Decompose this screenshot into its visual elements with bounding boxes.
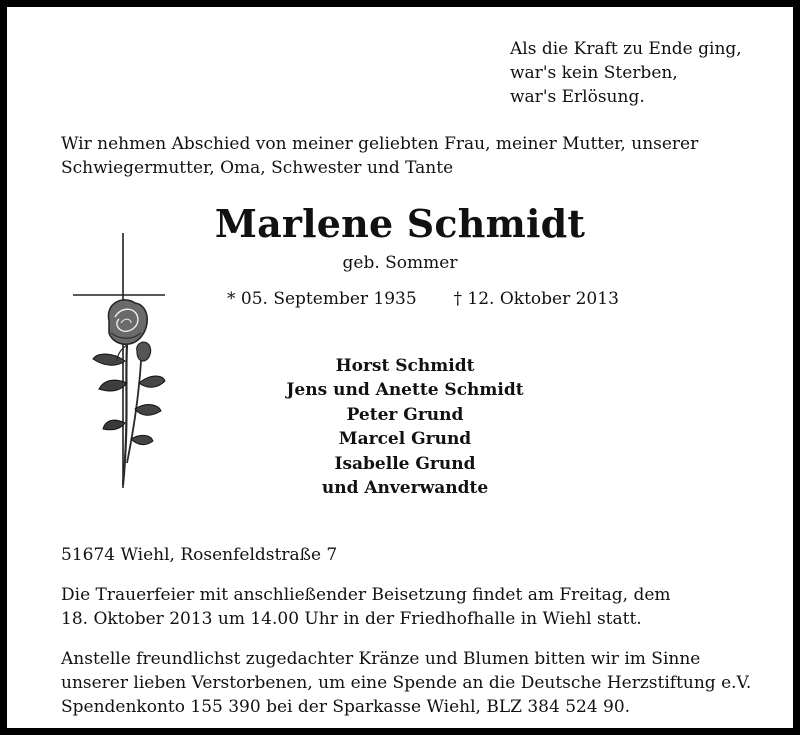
family-list bbox=[7, 354, 800, 500]
family-member: Jens und Anette Schmidt bbox=[286, 380, 524, 401]
poem-line: Als die Kraft zu Ende ging, bbox=[510, 39, 742, 59]
family-member: Isabelle Grund bbox=[334, 453, 476, 474]
poem-line: war's kein Sterben, bbox=[510, 63, 678, 83]
ceremony-line: 18. Oktober 2013 um 14.00 Uhr in der Friedhofhalle in Wiehl statt. bbox=[61, 609, 642, 629]
family-member: Horst Schmidt bbox=[335, 356, 475, 376]
life-dates bbox=[227, 289, 619, 309]
ceremony-line: Die Trauerfeier mit anschließender Beisetzung findet am Freitag, dem bbox=[61, 585, 671, 605]
deceased-name: Marlene Schmidt bbox=[214, 201, 586, 246]
family-member: Marcel Grund bbox=[338, 429, 472, 450]
donation-text bbox=[61, 647, 751, 719]
intro-text bbox=[61, 132, 698, 180]
intro-line: Schwiegermutter, Oma, Schwester und Tante bbox=[61, 158, 454, 178]
death-date: † 12. Oktober 2013 bbox=[453, 289, 619, 309]
donation-line: unserer lieben Verstorbenen, um eine Spende an die Deutsche Herzstiftung e.V. bbox=[61, 673, 752, 693]
donation-line: Spendenkonto 155 390 bei der Sparkasse Wiehl, BLZ 384 524 90. bbox=[61, 697, 631, 717]
ceremony-text bbox=[61, 583, 671, 631]
birth-date: * 05. September 1935 bbox=[227, 289, 417, 309]
donation-line: Anstelle freundlichst zugedachter Kränze und Blumen bitten wir im Sinne bbox=[61, 649, 701, 669]
family-member: Peter Grund bbox=[346, 404, 464, 425]
address: 51674 Wiehl, Rosenfeldstraße 7 bbox=[61, 545, 338, 565]
intro-line: Wir nehmen Abschied von meiner geliebten Frau, meiner Mutter, unserer bbox=[61, 134, 699, 154]
poem bbox=[510, 37, 742, 109]
poem-line: war's Erlösung. bbox=[510, 87, 645, 107]
born-name: geb. Sommer bbox=[342, 253, 458, 273]
family-member: und Anverwandte bbox=[321, 478, 489, 499]
